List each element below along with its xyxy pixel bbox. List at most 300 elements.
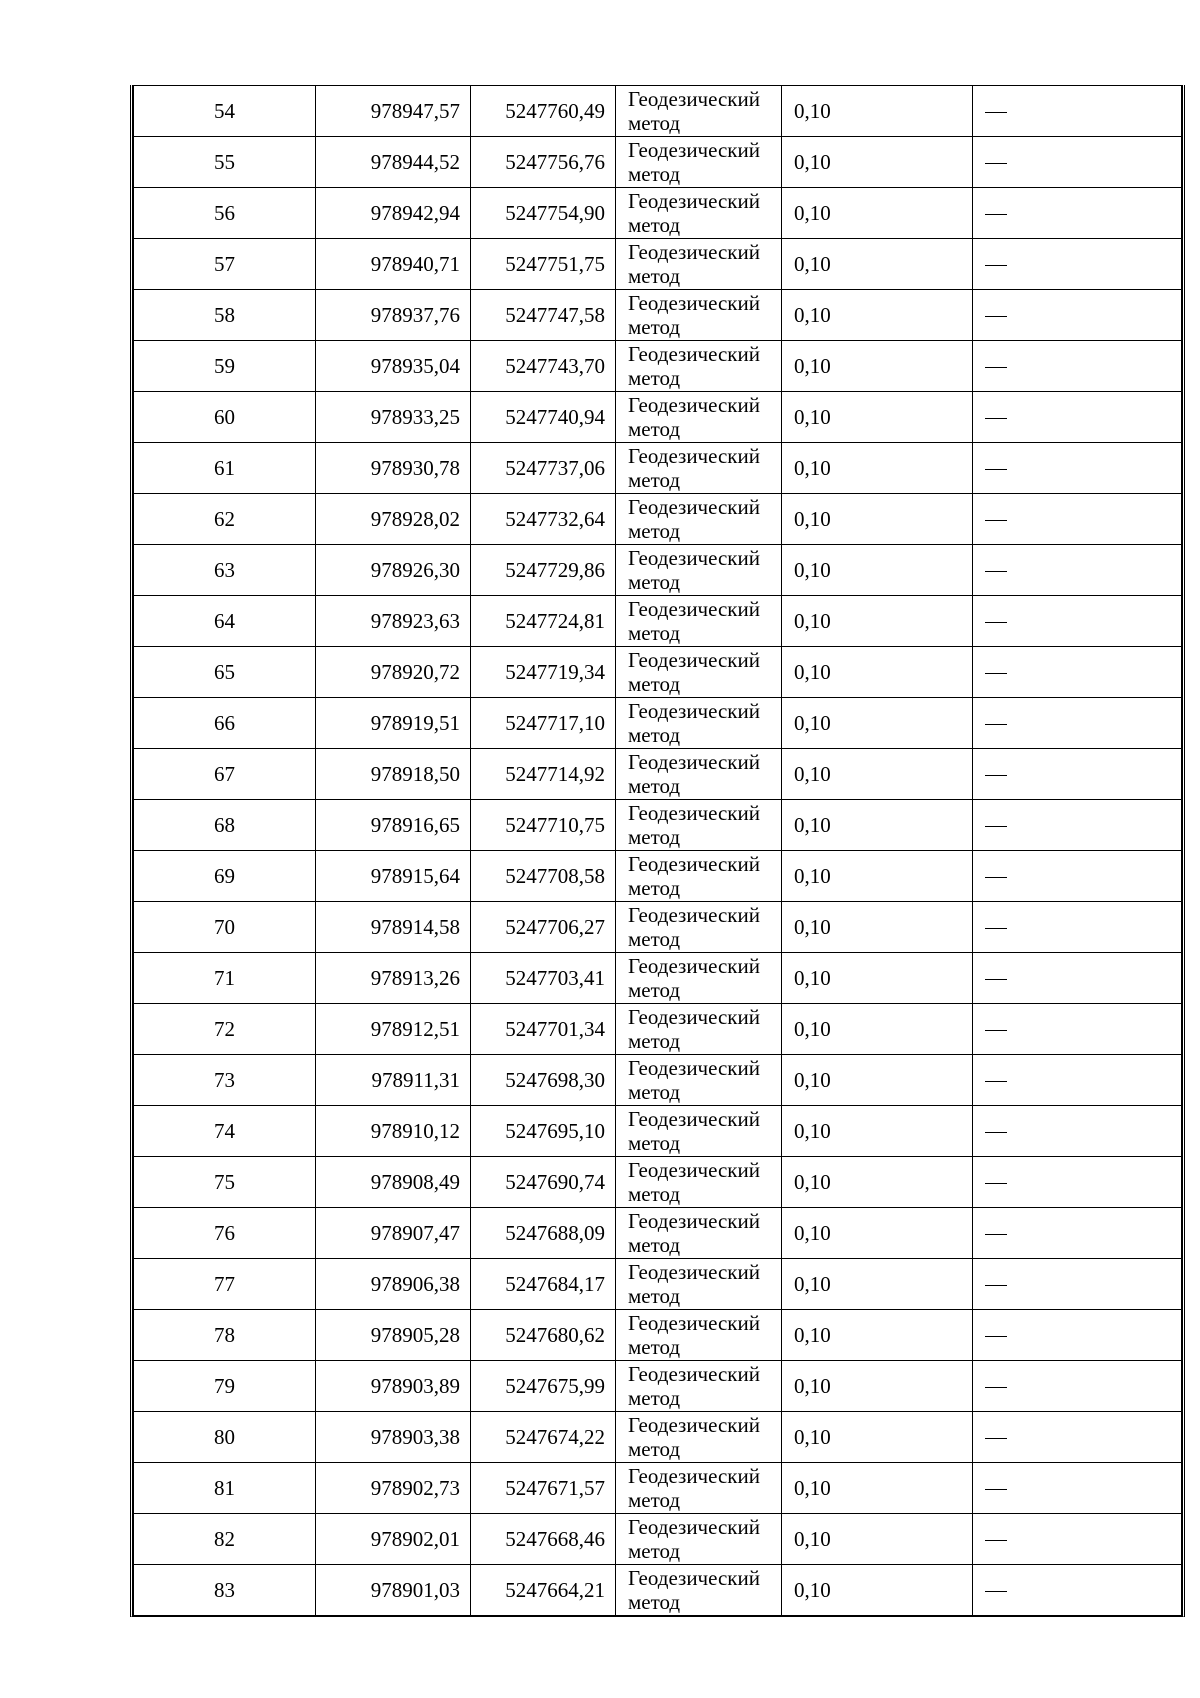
point-number: 59 [214,353,235,378]
empty-dash [985,112,1007,113]
description-cell [973,494,1182,545]
method-text-line1: Геодезический [628,1311,760,1335]
method-cell [616,851,782,902]
x-coordinate: 978930,78 [370,455,460,480]
accuracy-cell [782,290,973,341]
y-coordinate-cell [471,290,616,341]
empty-dash [985,1183,1007,1184]
y-coordinate-cell [471,1463,616,1514]
y-coordinate: 5247708,58 [505,863,605,888]
y-coordinate-cell [471,443,616,494]
accuracy-cell [782,1514,973,1565]
method-cell [616,443,782,494]
method-text-line2: метод [628,1131,681,1155]
method-text-line2: метод [628,1284,681,1308]
point-number: 72 [214,1016,235,1041]
point-number-cell [134,1463,316,1514]
table-row [134,86,1182,137]
y-coordinate-cell [471,851,616,902]
table-row [134,137,1182,188]
y-coordinate: 5247671,57 [505,1475,605,1500]
point-number: 63 [214,557,235,582]
point-number: 78 [214,1322,235,1347]
x-coordinate: 978901,03 [370,1577,460,1602]
x-coordinate-cell [316,953,471,1004]
x-coordinate: 978918,50 [370,761,460,786]
x-coordinate-cell [316,1310,471,1361]
description-cell [973,596,1182,647]
y-coordinate-cell [471,1055,616,1106]
empty-dash [985,826,1007,827]
x-coordinate-cell [316,443,471,494]
empty-dash [985,775,1007,776]
accuracy-value: 0,10 [794,1118,831,1143]
method-cell [616,1361,782,1412]
y-coordinate: 5247674,22 [505,1424,605,1449]
y-coordinate: 5247703,41 [505,965,605,990]
method-text-line2: метод [628,315,681,339]
point-number-cell [134,1310,316,1361]
empty-dash [985,418,1007,419]
x-coordinate: 978933,25 [370,404,460,429]
method-text-line1: Геодезический [628,1260,760,1284]
accuracy-cell [782,851,973,902]
method-cell [616,596,782,647]
y-coordinate: 5247684,17 [505,1271,605,1296]
method-text-line1: Геодезический [628,954,760,978]
y-coordinate: 5247714,92 [505,761,605,786]
empty-dash [985,1387,1007,1388]
accuracy-value: 0,10 [794,608,831,633]
x-coordinate: 978902,01 [370,1526,460,1551]
method-text-line2: метод [628,774,681,798]
x-coordinate: 978926,30 [370,557,460,582]
x-coordinate: 978942,94 [370,200,460,225]
empty-dash [985,724,1007,725]
y-coordinate: 5247760,49 [505,98,605,123]
table-row [134,1565,1182,1616]
point-number-cell [134,137,316,188]
point-number-cell [134,290,316,341]
method-text-line1: Геодезический [628,240,760,264]
point-number-cell [134,647,316,698]
description-cell [973,188,1182,239]
method-text-line2: метод [628,978,681,1002]
description-cell [973,953,1182,1004]
empty-dash [985,1489,1007,1490]
method-text-line2: метод [628,417,681,441]
x-coordinate: 978910,12 [370,1118,460,1143]
y-coordinate-cell [471,1157,616,1208]
x-coordinate-cell [316,1514,471,1565]
table-row [134,1310,1182,1361]
description-cell [973,1055,1182,1106]
method-cell [616,800,782,851]
x-coordinate: 978903,38 [370,1424,460,1449]
table-row [134,341,1182,392]
y-coordinate-cell [471,494,616,545]
point-number-cell [134,443,316,494]
method-text-line1: Геодезический [628,1056,760,1080]
y-coordinate: 5247756,76 [505,149,605,174]
method-text-line1: Геодезический [628,903,760,927]
method-text-line1: Геодезический [628,1464,760,1488]
point-number: 69 [214,863,235,888]
description-cell [973,1412,1182,1463]
y-coordinate-cell [471,698,616,749]
accuracy-cell [782,1259,973,1310]
coordinates-table [133,85,1182,1616]
y-coordinate: 5247754,90 [505,200,605,225]
method-cell [616,1157,782,1208]
method-text-line2: метод [628,1080,681,1104]
table-row [134,1004,1182,1055]
point-number-cell [134,494,316,545]
x-coordinate-cell [316,1157,471,1208]
point-number: 81 [214,1475,235,1500]
table-row [134,188,1182,239]
x-coordinate: 978920,72 [370,659,460,684]
x-coordinate: 978906,38 [370,1271,460,1296]
accuracy-value: 0,10 [794,302,831,327]
empty-dash [985,1285,1007,1286]
method-cell [616,1004,782,1055]
y-coordinate: 5247724,81 [505,608,605,633]
method-text-line2: метод [628,366,681,390]
y-coordinate-cell [471,647,616,698]
x-coordinate-cell [316,137,471,188]
accuracy-cell [782,86,973,137]
point-number-cell [134,239,316,290]
x-coordinate: 978919,51 [370,710,460,735]
point-number-cell [134,1055,316,1106]
point-number: 68 [214,812,235,837]
y-coordinate: 5247732,64 [505,506,605,531]
table-row [134,1106,1182,1157]
point-number-cell [134,1157,316,1208]
x-coordinate: 978937,76 [370,302,460,327]
accuracy-cell [782,1055,973,1106]
table-row [134,851,1182,902]
empty-dash [985,1081,1007,1082]
description-cell [973,749,1182,800]
accuracy-value: 0,10 [794,659,831,684]
table-row [134,1412,1182,1463]
empty-dash [985,469,1007,470]
method-text-line2: метод [628,621,681,645]
empty-dash [985,367,1007,368]
x-coordinate: 978916,65 [370,812,460,837]
description-cell [973,1361,1182,1412]
x-coordinate-cell [316,902,471,953]
y-coordinate-cell [471,545,616,596]
point-number-cell [134,851,316,902]
point-number: 58 [214,302,235,327]
table-row [134,749,1182,800]
accuracy-value: 0,10 [794,557,831,582]
point-number-cell [134,953,316,1004]
accuracy-value: 0,10 [794,965,831,990]
x-coordinate-cell [316,545,471,596]
accuracy-cell [782,1310,973,1361]
method-text-line2: метод [628,1590,681,1614]
empty-dash [985,928,1007,929]
accuracy-value: 0,10 [794,1424,831,1449]
method-cell [616,137,782,188]
method-cell [616,239,782,290]
accuracy-cell [782,137,973,188]
x-coordinate-cell [316,341,471,392]
table-row [134,953,1182,1004]
description-cell [973,392,1182,443]
accuracy-value: 0,10 [794,1373,831,1398]
method-text-line2: метод [628,1386,681,1410]
point-number-cell [134,698,316,749]
method-text-line1: Геодезический [628,342,760,366]
description-cell [973,800,1182,851]
method-text-line1: Геодезический [628,1566,760,1590]
point-number-cell [134,392,316,443]
accuracy-value: 0,10 [794,404,831,429]
accuracy-value: 0,10 [794,710,831,735]
point-number: 74 [214,1118,235,1143]
x-coordinate: 978947,57 [370,98,460,123]
point-number: 60 [214,404,235,429]
x-coordinate: 978914,58 [370,914,460,939]
table-row [134,1157,1182,1208]
accuracy-cell [782,188,973,239]
accuracy-value: 0,10 [794,1220,831,1245]
accuracy-cell [782,545,973,596]
point-number: 57 [214,251,235,276]
point-number-cell [134,545,316,596]
accuracy-cell [782,1463,973,1514]
empty-dash [985,1030,1007,1031]
accuracy-cell [782,647,973,698]
point-number-cell [134,188,316,239]
method-text-line1: Геодезический [628,1005,760,1029]
point-number-cell [134,596,316,647]
x-coordinate: 978928,02 [370,506,460,531]
y-coordinate-cell [471,902,616,953]
description-cell [973,443,1182,494]
method-cell [616,698,782,749]
empty-dash [985,214,1007,215]
method-text-line2: метод [628,111,681,135]
x-coordinate-cell [316,1106,471,1157]
table-row [134,902,1182,953]
empty-dash [985,520,1007,521]
accuracy-value: 0,10 [794,353,831,378]
empty-dash [985,877,1007,878]
point-number: 83 [214,1577,235,1602]
accuracy-value: 0,10 [794,1067,831,1092]
point-number: 80 [214,1424,235,1449]
accuracy-cell [782,953,973,1004]
accuracy-value: 0,10 [794,1322,831,1347]
x-coordinate-cell [316,290,471,341]
description-cell [973,1157,1182,1208]
method-text-line1: Геодезический [628,699,760,723]
method-cell [616,1310,782,1361]
description-cell [973,1106,1182,1157]
method-text-line1: Геодезический [628,1362,760,1386]
description-cell [973,1208,1182,1259]
x-coordinate: 978915,64 [370,863,460,888]
point-number-cell [134,1259,316,1310]
y-coordinate: 5247706,27 [505,914,605,939]
empty-dash [985,1336,1007,1337]
x-coordinate-cell [316,86,471,137]
point-number-cell [134,902,316,953]
accuracy-value: 0,10 [794,1526,831,1551]
table-row [134,647,1182,698]
point-number-cell [134,749,316,800]
y-coordinate-cell [471,239,616,290]
point-number-cell [134,1106,316,1157]
empty-dash [985,622,1007,623]
accuracy-value: 0,10 [794,98,831,123]
method-cell [616,1463,782,1514]
x-coordinate-cell [316,1259,471,1310]
method-cell [616,1412,782,1463]
y-coordinate-cell [471,596,616,647]
accuracy-cell [782,1004,973,1055]
y-coordinate: 5247737,06 [505,455,605,480]
method-text-line1: Геодезический [628,393,760,417]
table-row [134,596,1182,647]
empty-dash [985,316,1007,317]
method-text-line2: метод [628,570,681,594]
y-coordinate: 5247698,30 [505,1067,605,1092]
method-text-line2: метод [628,468,681,492]
x-coordinate: 978905,28 [370,1322,460,1347]
table-row [134,698,1182,749]
empty-dash [985,1540,1007,1541]
method-text-line1: Геодезический [628,1107,760,1131]
method-text-line1: Геодезический [628,138,760,162]
method-text-line1: Геодезический [628,648,760,672]
description-cell [973,1259,1182,1310]
method-cell [616,647,782,698]
method-text-line2: метод [628,1233,681,1257]
point-number: 55 [214,149,235,174]
method-text-line2: метод [628,1029,681,1053]
x-coordinate-cell [316,647,471,698]
method-cell [616,1565,782,1616]
method-text-line1: Геодезический [628,801,760,825]
method-text-line2: метод [628,927,681,951]
y-coordinate-cell [471,1412,616,1463]
method-cell [616,1514,782,1565]
point-number: 73 [214,1067,235,1092]
y-coordinate-cell [471,1565,616,1616]
method-cell [616,86,782,137]
method-text-line2: метод [628,672,681,696]
y-coordinate-cell [471,341,616,392]
y-coordinate: 5247664,21 [505,1577,605,1602]
description-cell [973,239,1182,290]
description-cell [973,698,1182,749]
x-coordinate: 978911,31 [371,1067,460,1092]
y-coordinate-cell [471,749,616,800]
description-cell [973,1310,1182,1361]
y-coordinate: 5247719,34 [505,659,605,684]
table-row [134,443,1182,494]
accuracy-value: 0,10 [794,1271,831,1296]
point-number-cell [134,341,316,392]
accuracy-value: 0,10 [794,455,831,480]
method-text-line2: метод [628,825,681,849]
point-number: 76 [214,1220,235,1245]
description-cell [973,902,1182,953]
method-text-line1: Геодезический [628,597,760,621]
table-row [134,1463,1182,1514]
point-number-cell [134,86,316,137]
y-coordinate-cell [471,1004,616,1055]
point-number-cell [134,1361,316,1412]
accuracy-cell [782,902,973,953]
point-number: 82 [214,1526,235,1551]
method-cell [616,1259,782,1310]
y-coordinate: 5247688,09 [505,1220,605,1245]
y-coordinate: 5247690,74 [505,1169,605,1194]
method-text-line1: Геодезический [628,1515,760,1539]
x-coordinate: 978902,73 [370,1475,460,1500]
accuracy-cell [782,392,973,443]
method-text-line2: метод [628,1539,681,1563]
y-coordinate-cell [471,1208,616,1259]
empty-dash [985,571,1007,572]
point-number: 62 [214,506,235,531]
method-text-line1: Геодезический [628,1209,760,1233]
x-coordinate: 978903,89 [370,1373,460,1398]
description-cell [973,647,1182,698]
accuracy-cell [782,1157,973,1208]
table-row [134,494,1182,545]
empty-dash [985,1591,1007,1592]
x-coordinate-cell [316,1463,471,1514]
point-number-cell [134,1412,316,1463]
method-text-line2: метод [628,264,681,288]
x-coordinate: 978912,51 [370,1016,460,1041]
y-coordinate-cell [471,86,616,137]
empty-dash [985,979,1007,980]
y-coordinate-cell [471,188,616,239]
accuracy-cell [782,749,973,800]
description-cell [973,341,1182,392]
x-coordinate: 978913,26 [370,965,460,990]
x-coordinate-cell [316,698,471,749]
x-coordinate-cell [316,494,471,545]
method-cell [616,188,782,239]
method-text-line1: Геодезический [628,1413,760,1437]
table-row [134,290,1182,341]
x-coordinate-cell [316,749,471,800]
y-coordinate-cell [471,137,616,188]
accuracy-cell [782,443,973,494]
point-number: 67 [214,761,235,786]
empty-dash [985,1132,1007,1133]
table-row [134,1259,1182,1310]
accuracy-cell [782,1106,973,1157]
accuracy-value: 0,10 [794,149,831,174]
x-coordinate-cell [316,1055,471,1106]
method-text-line2: метод [628,876,681,900]
y-coordinate: 5247701,34 [505,1016,605,1041]
accuracy-cell [782,1208,973,1259]
accuracy-value: 0,10 [794,506,831,531]
